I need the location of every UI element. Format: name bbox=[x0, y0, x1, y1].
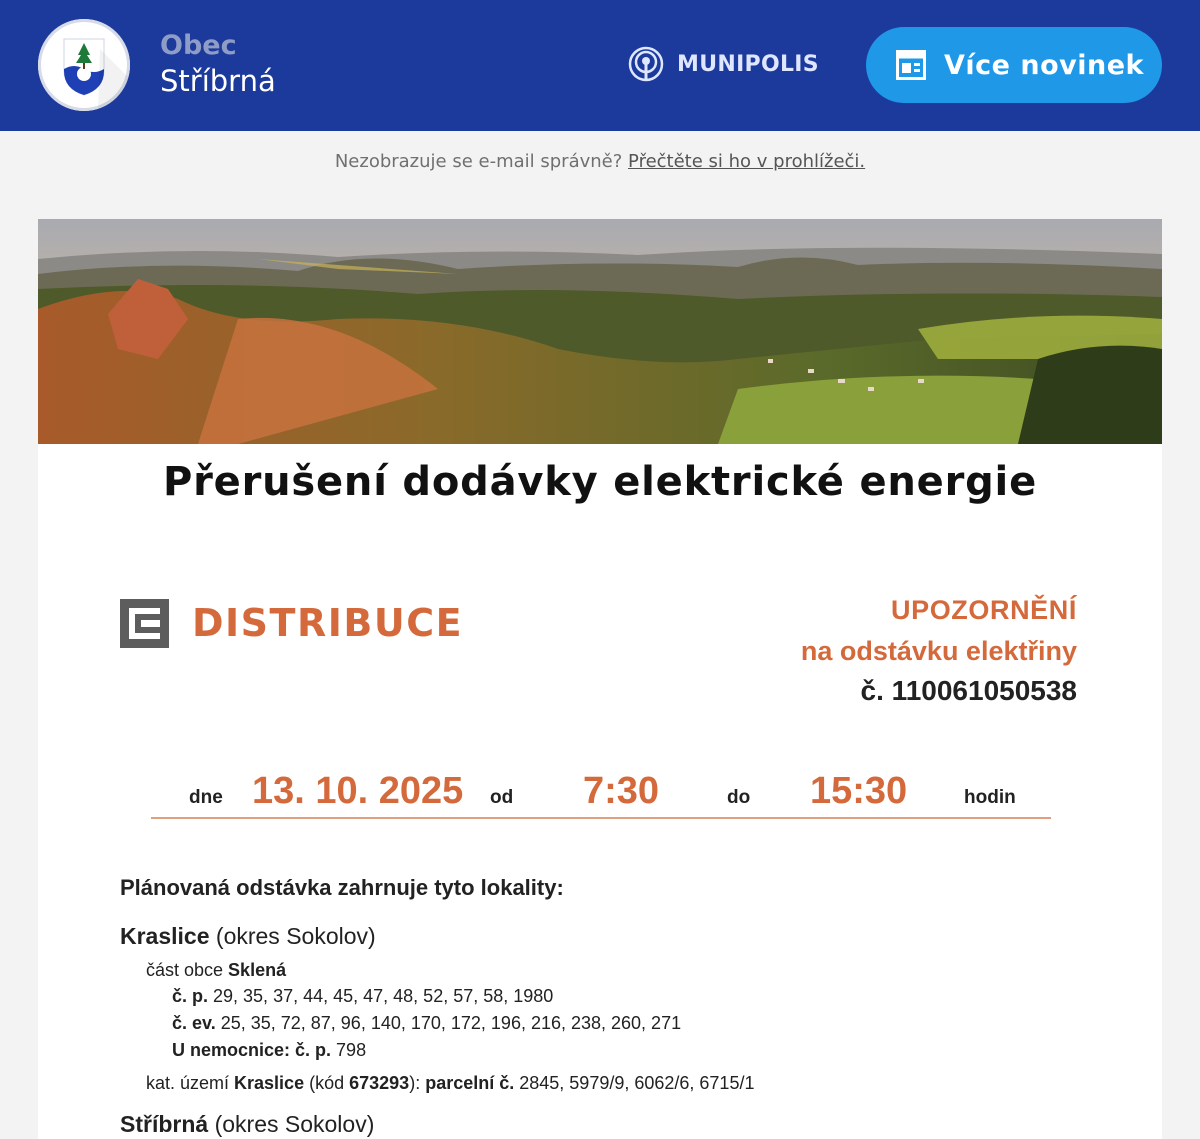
kat-prefix: kat. území bbox=[146, 1073, 235, 1093]
brand-name: Stříbrná bbox=[160, 64, 276, 98]
ev-values: 25, 35, 72, 87, 96, 140, 170, 172, 196, 216, 238, 260, 271 bbox=[215, 1013, 682, 1033]
outage-notice-document bbox=[38, 537, 1162, 1137]
munipolis-logo[interactable] bbox=[627, 44, 819, 84]
cp-values: 29, 35, 37, 44, 45, 47, 48, 52, 57, 58, 1980 bbox=[208, 986, 554, 1006]
kat-code-prefix: (kód bbox=[304, 1073, 350, 1093]
to-label: do bbox=[727, 787, 751, 808]
coat-of-arms-icon bbox=[38, 19, 130, 111]
town-district: (okres Sokolov) bbox=[209, 923, 376, 949]
hours-label: hodin bbox=[964, 787, 1016, 808]
town-part-line bbox=[146, 960, 286, 981]
more-news-label: Více novinek bbox=[944, 49, 1144, 81]
munipolis-label: MUNIPOLIS bbox=[677, 51, 819, 77]
article-title: Přerušení dodávky elektrické energie bbox=[163, 459, 1037, 505]
outage-date-row bbox=[151, 762, 1051, 819]
town-kraslice bbox=[120, 923, 376, 950]
newspaper-icon bbox=[896, 50, 926, 80]
outage-date: 13. 10. 2025 bbox=[252, 770, 464, 812]
warning-subtitle: na odstávku elektřiny bbox=[800, 636, 1077, 666]
kat-code-suffix: ): bbox=[409, 1073, 426, 1093]
warning-number: č. 110061050538 bbox=[860, 675, 1077, 706]
part-label: část obce bbox=[146, 960, 229, 980]
cadastral-line bbox=[146, 1073, 754, 1094]
house-numbers-line bbox=[172, 986, 553, 1007]
town-name: Kraslice bbox=[120, 923, 210, 949]
street-label: U nemocnice: č. p. bbox=[172, 1040, 332, 1060]
brand-prefix: Obec bbox=[160, 30, 237, 61]
landscape-banner bbox=[38, 219, 1162, 444]
parcel-label: parcelní č. bbox=[425, 1073, 515, 1093]
more-news-button[interactable] bbox=[866, 27, 1162, 103]
date-prefix: dne bbox=[189, 787, 223, 808]
from-time: 7:30 bbox=[583, 770, 660, 812]
kat-name: Kraslice bbox=[234, 1073, 305, 1093]
parcel-values: 2845, 5979/9, 6062/6, 6715/1 bbox=[514, 1073, 755, 1093]
part-name: Sklená bbox=[228, 960, 287, 980]
to-time: 15:30 bbox=[810, 770, 908, 812]
locations-heading: Plánovaná odstávka zahrnuje tyto lokality: bbox=[120, 875, 564, 900]
header-bar bbox=[0, 0, 1200, 131]
cez-logo-icon bbox=[120, 599, 169, 648]
broadcast-icon bbox=[627, 45, 665, 83]
kat-code: 673293 bbox=[349, 1073, 410, 1093]
warning-title: UPOZORNĚNÍ bbox=[890, 595, 1077, 625]
street-line bbox=[172, 1040, 366, 1061]
cp-label: č. p. bbox=[172, 986, 209, 1006]
from-label: od bbox=[490, 787, 514, 808]
registry-numbers-line bbox=[172, 1013, 681, 1034]
distribution-brand: DISTRIBUCE bbox=[192, 601, 464, 645]
browser-view-notice bbox=[0, 151, 1200, 172]
notice-text: Nezobrazuje se e-mail správně? bbox=[334, 151, 623, 172]
ev-label: č. ev. bbox=[172, 1013, 216, 1033]
municipality-logo[interactable] bbox=[38, 19, 130, 111]
view-in-browser-link[interactable]: Přečtěte si ho v prohlížeči. bbox=[628, 151, 866, 172]
town2-name: Stříbrná bbox=[120, 1111, 209, 1137]
street-values: 798 bbox=[331, 1040, 367, 1060]
landscape-image bbox=[38, 219, 1162, 444]
town2-district: (okres Sokolov) bbox=[208, 1111, 375, 1137]
